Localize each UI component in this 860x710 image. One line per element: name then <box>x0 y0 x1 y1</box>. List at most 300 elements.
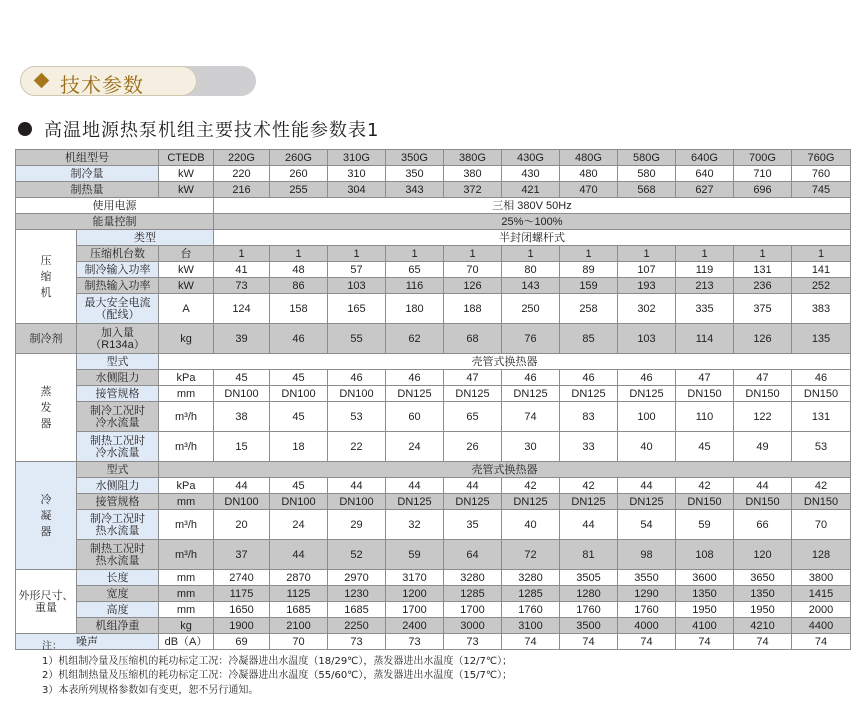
notes <box>42 640 512 698</box>
header-cell: 机组型号 <box>16 150 159 166</box>
value-cell: 37 <box>214 540 270 570</box>
value-cell: 1290 <box>618 586 676 602</box>
value-cell: 4000 <box>618 618 676 634</box>
value-cell: 29 <box>328 510 386 540</box>
value-cell: 1175 <box>214 586 270 602</box>
value-cell: 3280 <box>444 570 502 586</box>
value-cell: 3170 <box>386 570 444 586</box>
value-cell: 110 <box>676 402 734 432</box>
value-cell: 46 <box>560 370 618 386</box>
unit-cell: m³/h <box>159 510 214 540</box>
value-cell: 1 <box>734 246 792 262</box>
row-label: 型式 <box>77 354 159 370</box>
value-cell: 60 <box>386 402 444 432</box>
value-cell: 三相 380V 50Hz <box>214 198 851 214</box>
header-cell: 430G <box>502 150 560 166</box>
value-cell: 59 <box>676 510 734 540</box>
value-cell: 46 <box>502 370 560 386</box>
value-cell: 68 <box>444 324 502 354</box>
value-cell: DN100 <box>270 386 328 402</box>
table-row <box>16 386 851 402</box>
value-cell: 1415 <box>792 586 851 602</box>
value-cell: 3550 <box>618 570 676 586</box>
value-cell: 1760 <box>618 602 676 618</box>
value-cell: 627 <box>676 182 734 198</box>
value-cell: 696 <box>734 182 792 198</box>
cell: 最大安全电流 （配线） <box>77 294 159 324</box>
value-cell: 216 <box>214 182 270 198</box>
row-label: 制冷输入功率 <box>77 262 159 278</box>
value-cell: 480 <box>560 166 618 182</box>
value-cell: 1760 <box>502 602 560 618</box>
value-cell: 1760 <box>560 602 618 618</box>
value-cell: 1700 <box>444 602 502 618</box>
group-cell: 蒸发器 <box>16 354 77 462</box>
unit-cell: kW <box>159 278 214 294</box>
value-cell: 1280 <box>560 586 618 602</box>
spec-table <box>15 149 851 650</box>
header-cell: 350G <box>386 150 444 166</box>
value-cell: 46 <box>792 370 851 386</box>
unit-cell: kPa <box>159 370 214 386</box>
unit-cell: mm <box>159 570 214 586</box>
value-cell: 131 <box>792 402 851 432</box>
value-cell: 103 <box>618 324 676 354</box>
value-cell: 2000 <box>792 602 851 618</box>
value-cell: 65 <box>444 402 502 432</box>
value-cell: 44 <box>734 478 792 494</box>
row-label: 制冷量 <box>16 166 159 182</box>
value-cell: DN100 <box>328 386 386 402</box>
value-cell: 2870 <box>270 570 328 586</box>
note-line: 3）本表所列规格参数如有变更，恕不另行通知。 <box>42 684 259 696</box>
value-cell: 1685 <box>328 602 386 618</box>
value-cell: 3000 <box>444 618 502 634</box>
unit-cell: m³/h <box>159 402 214 432</box>
value-cell: 350 <box>386 166 444 182</box>
value-cell: 126 <box>734 324 792 354</box>
value-cell: 343 <box>386 182 444 198</box>
group-cell: 冷凝器 <box>16 462 77 570</box>
value-cell: 70 <box>270 634 328 650</box>
value-cell: 108 <box>676 540 734 570</box>
value-cell: 141 <box>792 262 851 278</box>
value-cell: 120 <box>734 540 792 570</box>
header-row <box>16 150 851 166</box>
value-cell: 46 <box>270 324 328 354</box>
value-cell: 3650 <box>734 570 792 586</box>
row-label: 长度 <box>77 570 159 586</box>
value-cell: 48 <box>270 262 328 278</box>
value-cell: DN125 <box>386 494 444 510</box>
value-cell: 100 <box>618 402 676 432</box>
value-cell: 124 <box>214 294 270 324</box>
value-cell: 119 <box>676 262 734 278</box>
row-label: 型式 <box>77 462 159 478</box>
value-cell: 47 <box>444 370 502 386</box>
value-cell: 310 <box>328 166 386 182</box>
header-cell: 380G <box>444 150 502 166</box>
value-cell: 26 <box>444 432 502 462</box>
unit-cell: kW <box>159 166 214 182</box>
table-row <box>16 278 851 294</box>
value-cell: 568 <box>618 182 676 198</box>
table-row <box>16 198 851 214</box>
unit-cell: m³/h <box>159 540 214 570</box>
value-cell: 44 <box>386 478 444 494</box>
header-cell: CTEDB <box>159 150 214 166</box>
value-cell: 74 <box>734 634 792 650</box>
table-row <box>16 246 851 262</box>
value-cell: 86 <box>270 278 328 294</box>
value-cell: 83 <box>560 402 618 432</box>
value-cell: 710 <box>734 166 792 182</box>
value-cell: 15 <box>214 432 270 462</box>
value-cell: 40 <box>502 510 560 540</box>
header-cell: 580G <box>618 150 676 166</box>
value-cell: DN150 <box>792 386 851 402</box>
row-label: 制热输入功率 <box>77 278 159 294</box>
note-line: 1）机组制冷量及压缩机的耗功标定工况：冷凝器进出水温度（18/29℃），蒸发器进出水温度（12/7℃）； <box>42 655 513 667</box>
value-cell: 1 <box>618 246 676 262</box>
group-cell: 制冷剂 <box>16 324 77 354</box>
value-cell: DN125 <box>444 494 502 510</box>
value-cell: 580 <box>618 166 676 182</box>
value-cell: 20 <box>214 510 270 540</box>
note-line: 2）机组制热量及压缩机的耗功标定工况：冷凝器进出水温度（55/60℃），蒸发器进出水温度（15/7℃）； <box>42 670 513 681</box>
value-cell: 44 <box>560 510 618 540</box>
value-cell: 252 <box>792 278 851 294</box>
cell: 制冷工况时 冷水流量 <box>77 402 159 432</box>
value-cell: 260 <box>270 166 328 182</box>
value-cell: 165 <box>328 294 386 324</box>
value-cell: 421 <box>502 182 560 198</box>
value-cell: 25%～100% <box>214 214 851 230</box>
value-cell: 33 <box>560 432 618 462</box>
value-cell: 640 <box>676 166 734 182</box>
value-cell: 1 <box>328 246 386 262</box>
unit-cell: dB（A） <box>159 634 214 650</box>
value-cell: 38 <box>214 402 270 432</box>
cell: 制热工况时 热水流量 <box>77 540 159 570</box>
row-label: 接管规格 <box>77 494 159 510</box>
row-label: 压缩机台数 <box>77 246 159 262</box>
value-cell: 1900 <box>214 618 270 634</box>
value-cell: 126 <box>444 278 502 294</box>
value-cell: 46 <box>386 370 444 386</box>
value-cell: 1700 <box>386 602 444 618</box>
value-cell: 1125 <box>270 586 328 602</box>
value-cell: 74 <box>618 634 676 650</box>
unit-cell: mm <box>159 494 214 510</box>
value-cell: 45 <box>270 370 328 386</box>
value-cell: 45 <box>270 478 328 494</box>
unit-cell: A <box>159 294 214 324</box>
value-cell: 180 <box>386 294 444 324</box>
value-cell: 89 <box>560 262 618 278</box>
table-row <box>16 602 851 618</box>
value-cell: 55 <box>328 324 386 354</box>
value-cell: 53 <box>792 432 851 462</box>
value-cell: DN150 <box>792 494 851 510</box>
value-cell: 44 <box>328 478 386 494</box>
value-cell: DN125 <box>502 494 560 510</box>
value-cell: 70 <box>444 262 502 278</box>
value-cell: DN150 <box>734 386 792 402</box>
value-cell: 40 <box>618 432 676 462</box>
value-cell: 2100 <box>270 618 328 634</box>
value-cell: 46 <box>618 370 676 386</box>
value-cell: 45 <box>270 402 328 432</box>
value-cell: 85 <box>560 324 618 354</box>
value-cell: 53 <box>328 402 386 432</box>
value-cell: 3800 <box>792 570 851 586</box>
value-cell: 44 <box>618 478 676 494</box>
table-row <box>16 510 851 540</box>
value-cell: 62 <box>386 324 444 354</box>
value-cell: 52 <box>328 540 386 570</box>
unit-cell: kW <box>159 262 214 278</box>
value-cell: 470 <box>560 182 618 198</box>
section-label: 技术参数 <box>60 73 144 96</box>
unit-cell: kg <box>159 618 214 634</box>
value-cell: 49 <box>734 432 792 462</box>
value-cell: DN125 <box>444 386 502 402</box>
header-cell: 310G <box>328 150 386 166</box>
value-cell: 65 <box>386 262 444 278</box>
value-cell: 1950 <box>734 602 792 618</box>
value-cell: 69 <box>214 634 270 650</box>
value-cell: 45 <box>676 432 734 462</box>
value-cell: 114 <box>676 324 734 354</box>
value-cell: 73 <box>214 278 270 294</box>
value-cell: 1950 <box>676 602 734 618</box>
value-cell: 1650 <box>214 602 270 618</box>
value-cell: DN100 <box>270 494 328 510</box>
table-row <box>16 432 851 462</box>
header-cell: 640G <box>676 150 734 166</box>
unit-cell: mm <box>159 586 214 602</box>
value-cell: 壳管式换热器 <box>159 462 851 478</box>
value-cell: 22 <box>328 432 386 462</box>
value-cell: DN150 <box>676 494 734 510</box>
value-cell: DN100 <box>328 494 386 510</box>
table-row <box>16 570 851 586</box>
value-cell: 74 <box>502 634 560 650</box>
cell: 制热工况时 冷水流量 <box>77 432 159 462</box>
row-label: 使用电源 <box>16 198 214 214</box>
value-cell: 3100 <box>502 618 560 634</box>
value-cell: DN100 <box>214 386 270 402</box>
row-label: 宽度 <box>77 586 159 602</box>
value-cell: 213 <box>676 278 734 294</box>
value-cell: 54 <box>618 510 676 540</box>
unit-cell: kPa <box>159 478 214 494</box>
table-row <box>16 478 851 494</box>
value-cell: 3505 <box>560 570 618 586</box>
value-cell: 4210 <box>734 618 792 634</box>
value-cell: 24 <box>386 432 444 462</box>
value-cell: 24 <box>270 510 328 540</box>
value-cell: 42 <box>676 478 734 494</box>
unit-cell: kg <box>159 324 214 354</box>
value-cell: DN125 <box>560 386 618 402</box>
value-cell: 1 <box>214 246 270 262</box>
value-cell: 32 <box>386 510 444 540</box>
value-cell: 1 <box>502 246 560 262</box>
row-label: 接管规格 <box>77 386 159 402</box>
table-row <box>16 262 851 278</box>
value-cell: 47 <box>734 370 792 386</box>
value-cell: 80 <box>502 262 560 278</box>
section-tab <box>20 66 256 96</box>
value-cell: 255 <box>270 182 328 198</box>
value-cell: 42 <box>560 478 618 494</box>
value-cell: 57 <box>328 262 386 278</box>
value-cell: 372 <box>444 182 502 198</box>
cell: 制冷工况时 热水流量 <box>77 510 159 540</box>
value-cell: 2400 <box>386 618 444 634</box>
value-cell: DN125 <box>618 494 676 510</box>
group-cell: 压缩机 <box>16 230 77 324</box>
row-label: 水侧阻力 <box>77 370 159 386</box>
value-cell: 430 <box>502 166 560 182</box>
value-cell: 116 <box>386 278 444 294</box>
table-row <box>16 540 851 570</box>
value-cell: 98 <box>618 540 676 570</box>
value-cell: 1 <box>676 246 734 262</box>
value-cell: 1 <box>560 246 618 262</box>
value-cell: 258 <box>560 294 618 324</box>
table-title: 高温地源热泵机组主要技术性能参数表1 <box>44 120 380 141</box>
value-cell: 74 <box>792 634 851 650</box>
value-cell: 143 <box>502 278 560 294</box>
table-row <box>16 354 851 370</box>
cell: 加入量 （R134a） <box>77 324 159 354</box>
value-cell: 42 <box>792 478 851 494</box>
value-cell: DN150 <box>676 386 734 402</box>
table-row <box>16 618 851 634</box>
value-cell: 73 <box>328 634 386 650</box>
note-line: 注： <box>42 641 62 652</box>
value-cell: 44 <box>444 478 502 494</box>
table-row <box>16 402 851 432</box>
header-cell: 480G <box>560 150 618 166</box>
row-label: 制热量 <box>16 182 159 198</box>
table-row <box>16 294 851 324</box>
group-cell: 外形尺寸、 重量 <box>16 570 77 634</box>
row-label: 噪声 <box>16 634 159 650</box>
header-cell: 260G <box>270 150 328 166</box>
value-cell: 73 <box>444 634 502 650</box>
value-cell: 30 <box>502 432 560 462</box>
value-cell: 1350 <box>734 586 792 602</box>
value-cell: 1230 <box>328 586 386 602</box>
table-row <box>16 462 851 478</box>
value-cell: 188 <box>444 294 502 324</box>
value-cell: 76 <box>502 324 560 354</box>
value-cell: 70 <box>792 510 851 540</box>
header-cell: 220G <box>214 150 270 166</box>
value-cell: 壳管式换热器 <box>159 354 851 370</box>
value-cell: 1285 <box>444 586 502 602</box>
value-cell: 42 <box>502 478 560 494</box>
table-row <box>16 182 851 198</box>
value-cell: 236 <box>734 278 792 294</box>
value-cell: 64 <box>444 540 502 570</box>
unit-cell: m³/h <box>159 432 214 462</box>
value-cell: 103 <box>328 278 386 294</box>
value-cell: 3500 <box>560 618 618 634</box>
row-label: 水侧阻力 <box>77 478 159 494</box>
value-cell: 81 <box>560 540 618 570</box>
value-cell: 2740 <box>214 570 270 586</box>
value-cell: 18 <box>270 432 328 462</box>
unit-cell: 台 <box>159 246 214 262</box>
unit-cell: kW <box>159 182 214 198</box>
row-label: 机组净重 <box>77 618 159 634</box>
value-cell: 745 <box>792 182 851 198</box>
header-cell: 700G <box>734 150 792 166</box>
value-cell: 39 <box>214 324 270 354</box>
value-cell: 250 <box>502 294 560 324</box>
value-cell: 45 <box>214 370 270 386</box>
value-cell: DN125 <box>618 386 676 402</box>
value-cell: 304 <box>328 182 386 198</box>
value-cell: 2970 <box>328 570 386 586</box>
value-cell: 1 <box>386 246 444 262</box>
row-label: 高度 <box>77 602 159 618</box>
value-cell: 73 <box>386 634 444 650</box>
table-row <box>16 494 851 510</box>
value-cell: 159 <box>560 278 618 294</box>
unit-cell: mm <box>159 386 214 402</box>
table-row <box>16 586 851 602</box>
value-cell: 72 <box>502 540 560 570</box>
value-cell: 74 <box>560 634 618 650</box>
value-cell: 74 <box>502 402 560 432</box>
value-cell: 1685 <box>270 602 328 618</box>
value-cell: 2250 <box>328 618 386 634</box>
value-cell: 1350 <box>676 586 734 602</box>
value-cell: 1200 <box>386 586 444 602</box>
table-row <box>16 324 851 354</box>
value-cell: 3280 <box>502 570 560 586</box>
value-cell: 59 <box>386 540 444 570</box>
value-cell: 193 <box>618 278 676 294</box>
value-cell: 1 <box>270 246 328 262</box>
value-cell: 380 <box>444 166 502 182</box>
value-cell: 1285 <box>502 586 560 602</box>
value-cell: 107 <box>618 262 676 278</box>
value-cell: 1 <box>792 246 851 262</box>
value-cell: DN150 <box>734 494 792 510</box>
value-cell: 122 <box>734 402 792 432</box>
value-cell: 4100 <box>676 618 734 634</box>
value-cell: 44 <box>214 478 270 494</box>
value-cell: DN100 <box>214 494 270 510</box>
value-cell: 383 <box>792 294 851 324</box>
value-cell: 131 <box>734 262 792 278</box>
value-cell: 46 <box>328 370 386 386</box>
table-row <box>16 214 851 230</box>
bullet-icon <box>18 122 32 136</box>
value-cell: 44 <box>270 540 328 570</box>
value-cell: DN125 <box>560 494 618 510</box>
unit-cell: mm <box>159 602 214 618</box>
row-label: 能量控制 <box>16 214 214 230</box>
table-row <box>16 166 851 182</box>
